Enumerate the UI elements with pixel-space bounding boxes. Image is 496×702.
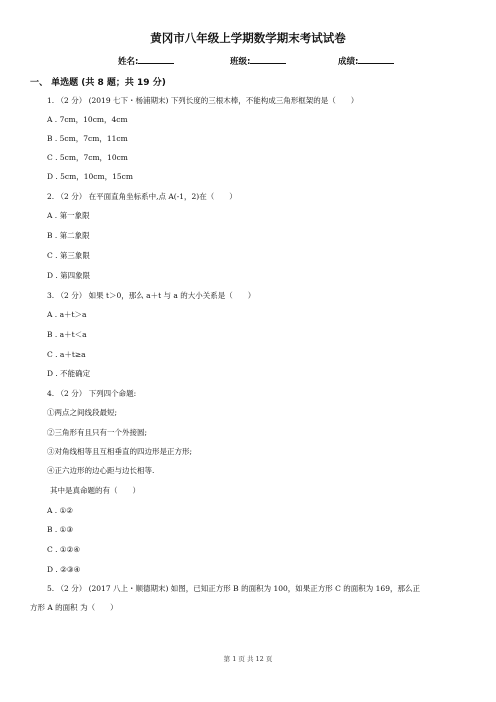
- question-line: ③对角线相等且互相垂直的四边形是正方形;: [47, 447, 193, 456]
- question-line: C . a＋t≥a: [47, 350, 86, 359]
- name-field: [118, 54, 174, 67]
- name-blank: [138, 54, 174, 64]
- question-stem: 1. （2 分） (2019 七下・杨浦期末) 下列长度的三根木棒，不能构成三角形框架的是（ ）: [47, 96, 359, 105]
- question-stem: 3. （2 分） 如果 t＞0，那么 a＋t 与 a 的大小关系是（ ）: [47, 291, 256, 300]
- question-line: D . 5cm，10cm，15cm: [47, 172, 133, 181]
- question-line: D . ②③④: [47, 565, 81, 574]
- question-line: B . a＋t＜a: [47, 330, 87, 339]
- section-heading: 一、 单选题 (共 8 题；共 19 分): [30, 78, 166, 88]
- name-label: 姓名:: [118, 57, 139, 67]
- exam-title: 黄冈市八年级上学期数学期末考试试卷: [150, 31, 346, 45]
- class-label: 班级:: [230, 57, 251, 67]
- question-line: B . 5cm，7cm，11cm: [47, 134, 128, 143]
- question-line: A . ①②: [47, 506, 74, 515]
- question-line: 方形 A 的面积 为（ ）: [30, 603, 118, 612]
- question-line: B . ①③: [47, 525, 74, 534]
- page-footer: 第 1 页 共 12 页: [223, 655, 273, 663]
- question-line: D . 不能确定: [47, 369, 91, 378]
- question-line: C . 5cm，7cm，10cm: [47, 153, 128, 162]
- score-field: [338, 54, 394, 67]
- question-stem: 2. （2 分） 在平面直角坐标系中,点 A(-1，2)在（ ）: [47, 192, 237, 201]
- question-stem: 5. （2 分） (2017 八上・顺德期末) 如图，已知正方形 B 的面积为 100，如果正方形 C 的面积为 169，那么正: [47, 584, 420, 593]
- question-line: A . a＋t＞a: [47, 310, 87, 319]
- question-stem: 4. （2 分） 下列四个命题:: [47, 389, 137, 398]
- class-field: [230, 54, 286, 67]
- question-line: D . 第四象限: [47, 271, 91, 280]
- score-blank: [358, 54, 394, 64]
- question-line: B . 第二象限: [47, 231, 90, 240]
- question-line: ②三角形有且只有一个外接圆;: [47, 428, 148, 437]
- question-line: C . 第三象限: [47, 251, 90, 260]
- question-line: 其中是真命题的有（ ）: [50, 486, 140, 495]
- question-line: A . 第一象限: [47, 211, 90, 220]
- score-label: 成绩:: [338, 57, 359, 67]
- question-line: ①两点之间线段最短;: [47, 408, 118, 417]
- question-line: A . 7cm，10cm，4cm: [47, 115, 128, 124]
- class-blank: [250, 54, 286, 64]
- question-line: C . ①②④: [47, 545, 81, 554]
- question-line: ④正六边形的边心距与边长相等.: [47, 466, 155, 475]
